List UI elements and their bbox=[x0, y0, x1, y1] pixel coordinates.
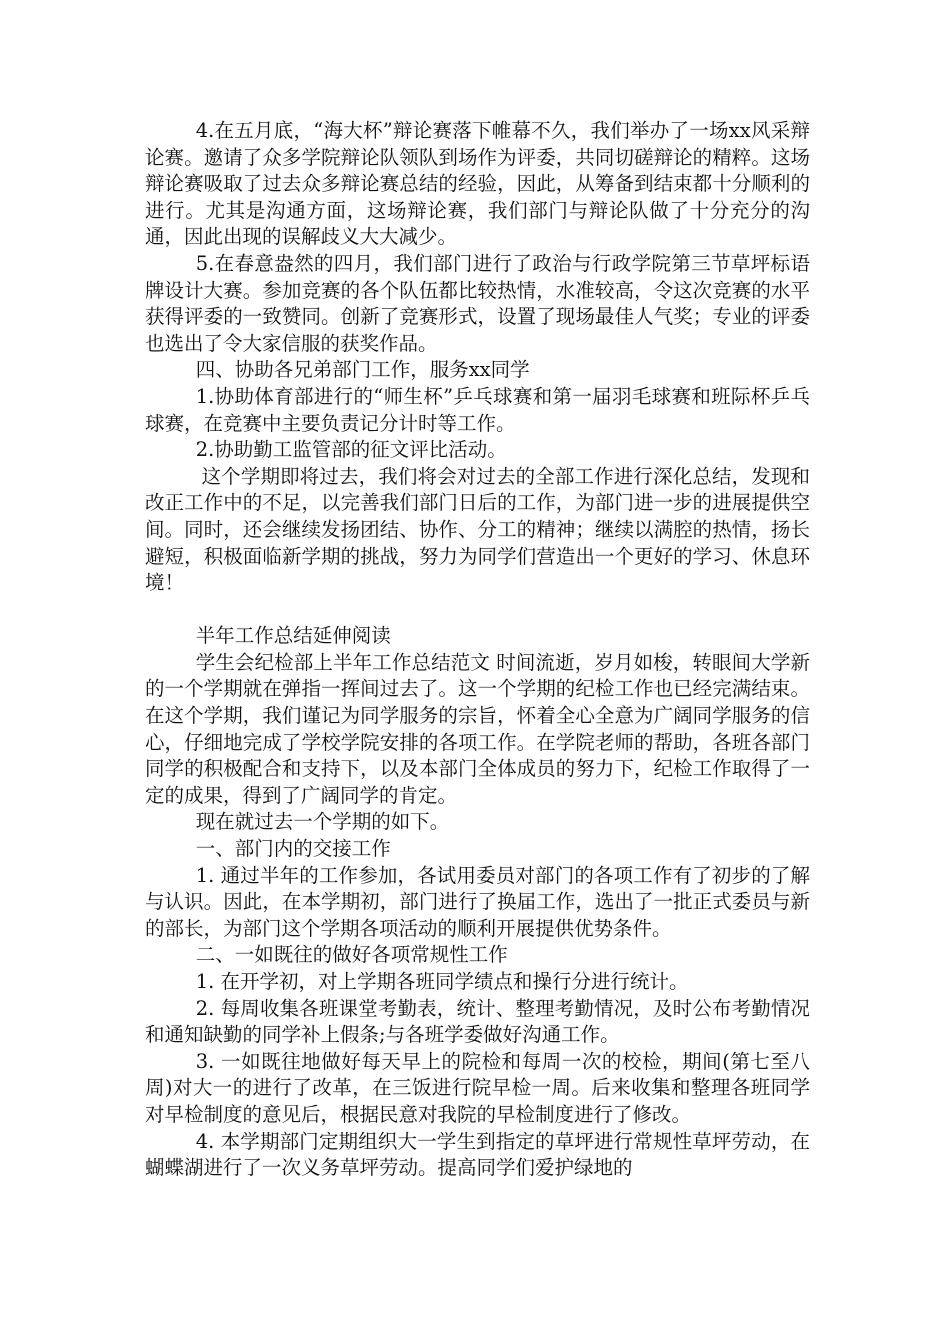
paragraph-discipline-intro: 学生会纪检部上半年工作总结范文 时间流逝，岁月如梭，转眼间大学新的一个学期就在弹指一挥间过去了。这一个学期的纪检工作也已经完满结束。在这个学期，我们谨记为同学服务的宗旨，怀着全心全意为广阔同学服务的信心，仔细地完成了学校学院安排的各项工作。在学院老师的帮助，各班各部门同学的积极配合和支持下，以及本部门全体成员的努力下，纪检工作取得了一定的成果，得到了广阔同学的肯定。 bbox=[145, 650, 810, 807]
paragraph-debate-contest: 4.在五月底，“海大杯”辩论赛落下帷幕不久，我们举办了一场xx风采辩论赛。邀请了众多学院辩论队领队到场作为评委，共同切磋辩论的精粹。这场辩论赛吸取了过去众多辩论赛总结的经验，因此，从筹备到结束都十分顺利的进行。尤其是沟通方面，这场辩论赛，我们部门与辩论队做了十分充分的沟通，因此出现的误解歧义大大减少。 bbox=[145, 119, 810, 249]
paragraph-slogan-contest: 5.在春意盎然的四月，我们部门进行了政治与行政学院第三节草坪标语牌设计大赛。参加竞赛的各个队伍都比较热情，水准较高，令这次竞赛的水平获得评委的一致赞同。创新了竞赛形式，设置了现场最佳人气奖；专业的评委也选出了令大家信服的获奖作品。 bbox=[145, 251, 810, 355]
paragraph-assist-essay: 2.协助勤工监管部的征文评比活动。 bbox=[195, 438, 507, 462]
section-heading-assist-departments: 四、协助各兄弟部门工作，服务xx同学 bbox=[195, 358, 530, 382]
paragraph-assist-sports: 1.协助体育部进行的“师生杯”乒乓球赛和第一届羽毛球赛和班际杯乒乓球赛，在竞赛中主要负责记分计时等工作。 bbox=[145, 384, 810, 435]
paragraph-routine-lawn: 4. 本学期部门定期组织大一学生到指定的草坪进行常规性草坪劳动，在蝴蝶湖进行了一次义务草坪劳动。提高同学们爱护绿地的 bbox=[145, 1129, 810, 1180]
document-body bbox=[145, 118, 810, 1182]
paragraph-routine-stats: 1. 在开学初，对上学期各班同学绩点和操行分进行统计。 bbox=[195, 970, 689, 993]
paragraph-routine-attendance: 2. 每周收集各班课堂考勤表，统计、整理考勤情况，及时公布考勤情况和通知缺勤的同学补上假条;与各班学委做好沟通工作。 bbox=[145, 996, 810, 1047]
section-heading-routine-work: 二、一如既往的做好各项常规性工作 bbox=[195, 943, 508, 967]
paragraph-routine-inspection: 3. 一如既往地做好每天早上的院检和每周一次的校检，期间(第七至八周)对大一的进行了改革，在三饭进行院早检一周。后来收集和整理各班同学对早检制度的意见后，根据民意对我院的早检制度进行了修改。 bbox=[145, 1049, 810, 1126]
extended-reading-heading: 半年工作总结延伸阅读 bbox=[195, 624, 391, 648]
paragraph-handover-detail: 1. 通过半年的工作参加，各试用委员对部门的各项工作有了初步的了解与认识。因此，在本学期初，部门进行了换届工作，选出了一批正式委员与新的部长，为部门这个学期各项活动的顺利开展提供优势条件。 bbox=[145, 863, 810, 940]
blank-line bbox=[145, 597, 810, 624]
paragraph-semester-closing: 这个学期即将过去，我们将会对过去的全部工作进行深化总结，发现和改正工作中的不足，以完善我们部门日后的工作，为部门进一步的进展提供空间。同时，还会继续发扬团结、协作、分工的精神；继续以满腔的热情，扬长避短，积极面临新学期的挑战，努力为同学们营造出一个更好的学习、休息环境！ bbox=[145, 464, 810, 595]
section-heading-handover: 一、部门内的交接工作 bbox=[195, 837, 391, 861]
paragraph-summary-lead: 现在就过去一个学期的如下。 bbox=[195, 810, 450, 834]
